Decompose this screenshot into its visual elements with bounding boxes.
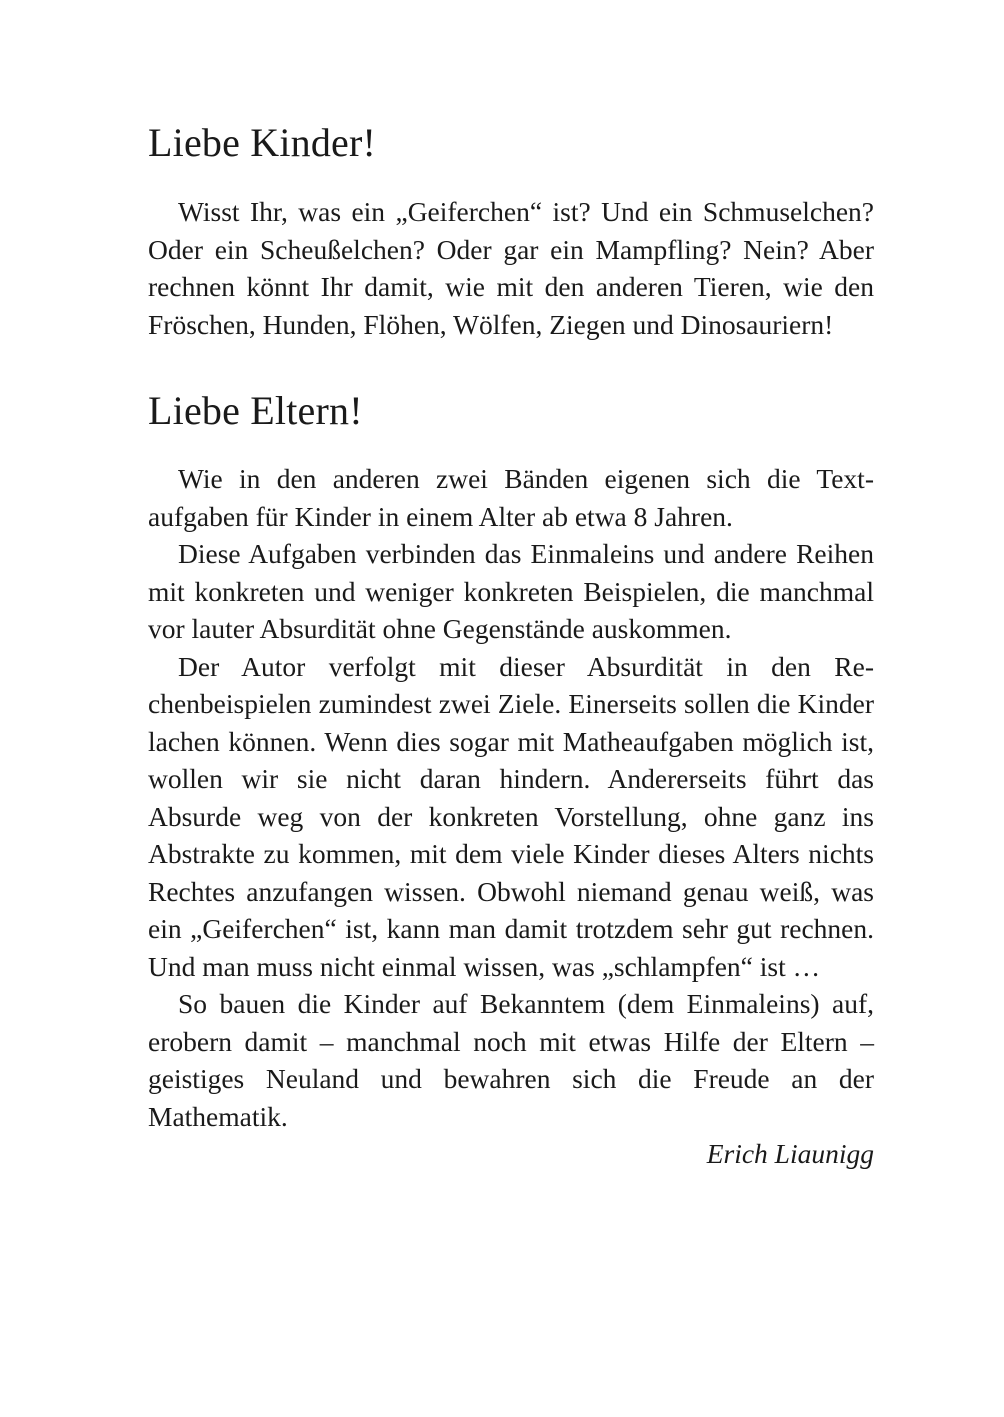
paragraph-eltern-1: Wie in den anderen zwei Bänden eigenen sich die Textaufgaben für Kinder in einem Alter ab etwa 8 Jahren. [148, 463, 874, 532]
paragraph-eltern-3: Der Autor verfolgt mit dieser Absurdität in den Rechenbeispielen zumindest zwei Ziele. Einerseits sollen die Kinder lachen können. Wenn dies sogar mit Matheaufgaben möglich ist, wollen wir sie nicht daran hindern. Andererseits führt das Absurde weg von der konkreten Vorstellung, ohne ganz ins Abstrakte zu kommen, mit dem viele Kinder dieses Alters nichts Rechtes anzufangen wissen. Obwohl niemand genau weiß, was ein „Geiferchen“ ist, kann man damit trotzdem sehr gut rechnen. Und man muss nicht einmal wissen, was „schlampfen“ ist … [148, 650, 874, 982]
paragraph-eltern-2: Diese Aufgaben verbinden das Einmaleins und andere Reihen mit konkreten und weniger konkreten Beispielen, die manchmal vor lauter Absurdität ohne Gegenstände auskommen. [148, 538, 874, 644]
paragraph-kinder: Wisst Ihr, was ein „Geiferchen“ ist? Und ein Schmuselchen? Oder ein Scheußelchen? Oder gar ein Mampfling? Nein? Aber rechnen könnt Ihr damit, wie mit den anderen Tieren, wie den Fröschen, Hunden, Flöhen, Wölfen, Ziegen und Dinosauriern! [148, 196, 874, 340]
document-page [148, 118, 874, 1173]
section-eltern [148, 386, 874, 1173]
heading-eltern: Liebe Eltern! [148, 388, 363, 433]
heading-kinder: Liebe Kinder! [148, 120, 377, 165]
paragraph-eltern-4: So bauen die Kinder auf Bekanntem (dem Einmaleins) auf, erobern damit – manchmal noch mit etwas Hilfe der Eltern – geistiges Neuland und bewahren sich die Freude an der Mathematik. [148, 988, 874, 1132]
section-kinder [148, 118, 874, 343]
author-signature: Erich Liaunigg [706, 1138, 874, 1169]
